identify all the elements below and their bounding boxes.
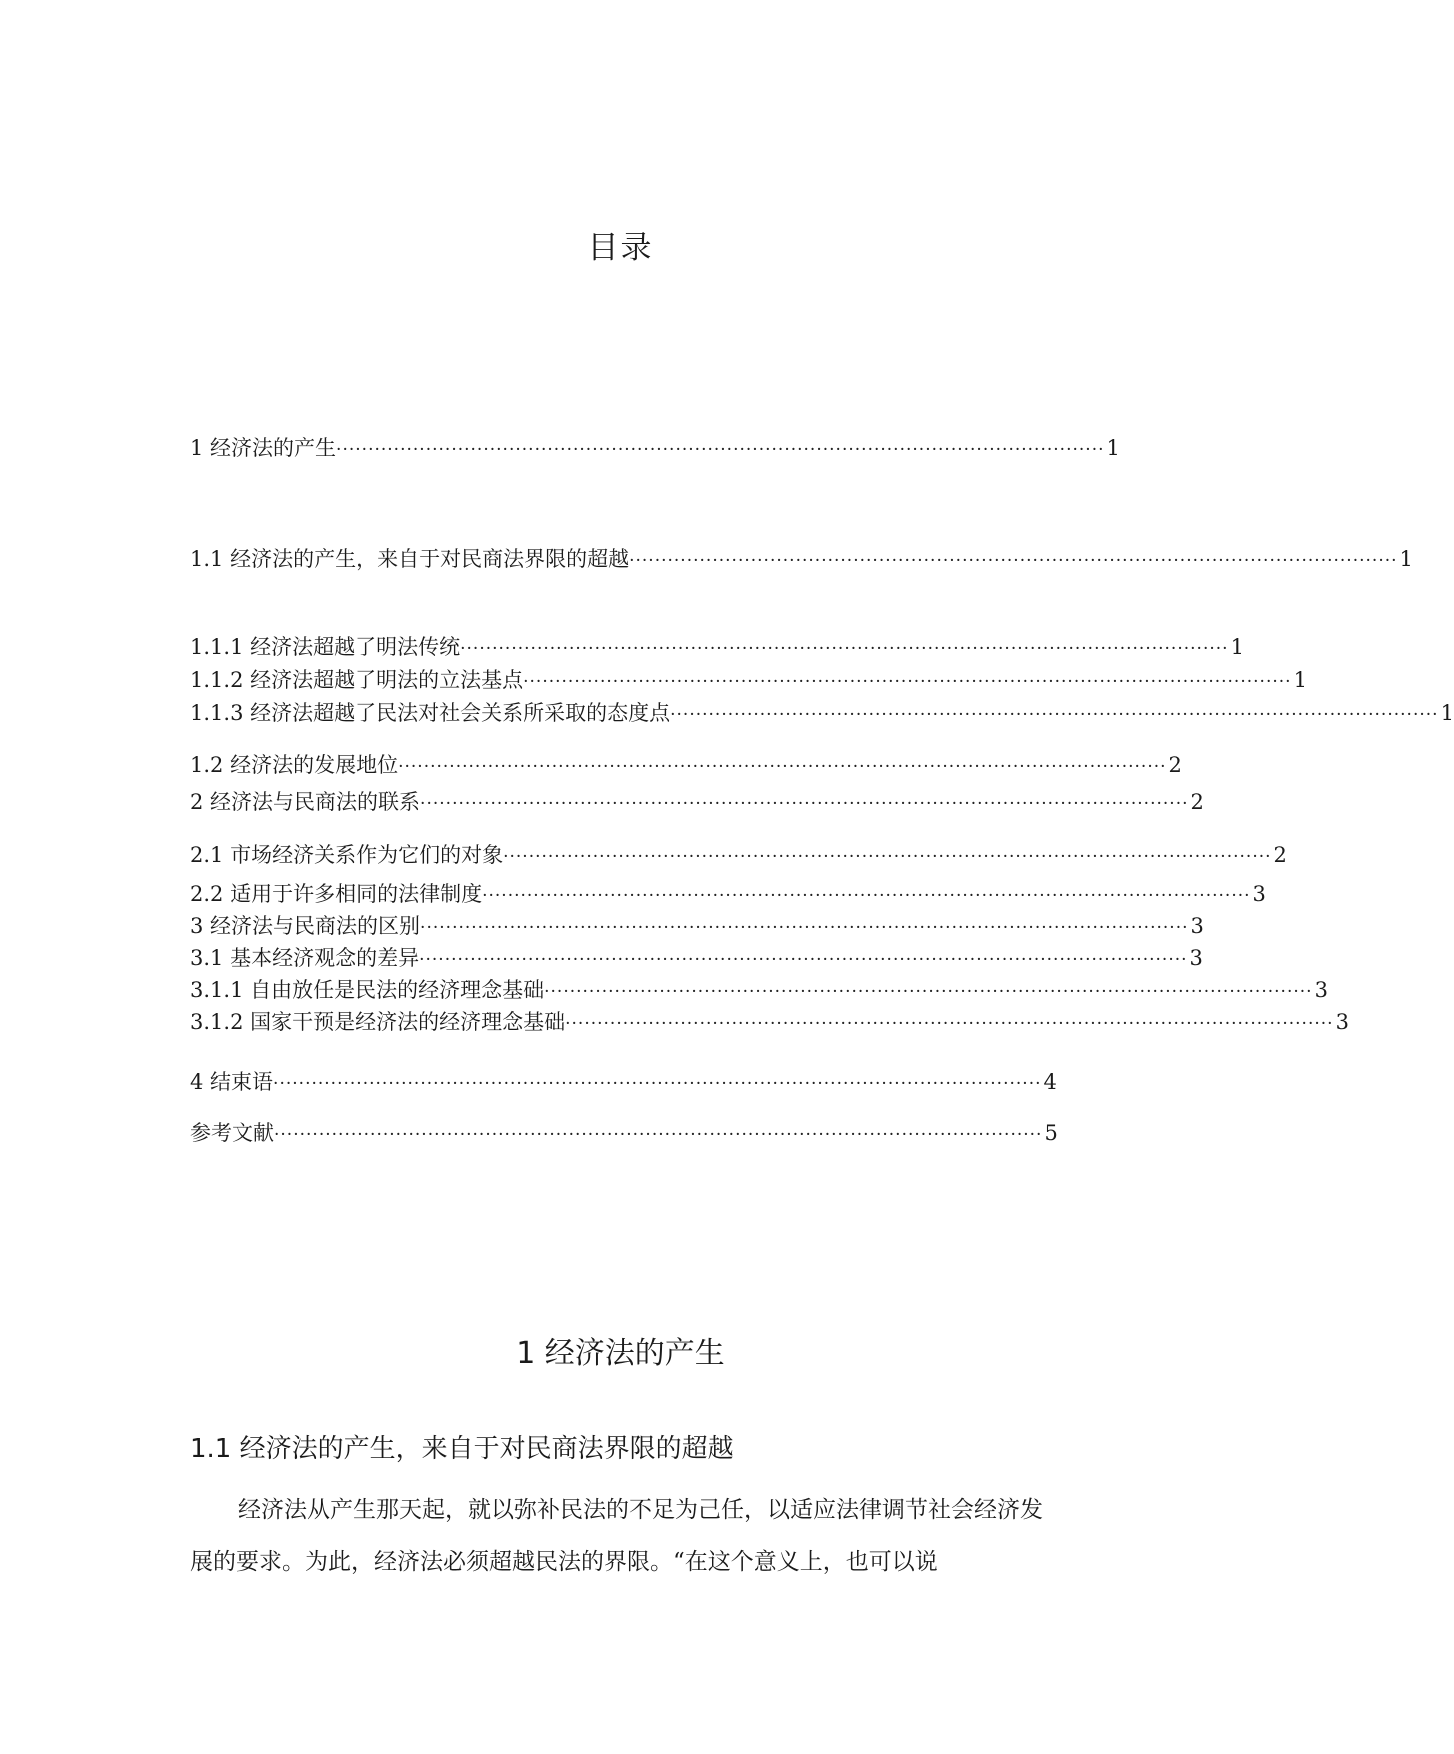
toc-entry-label: 2 经济法与民商法的联系 xyxy=(190,790,421,814)
toc-page-number: 1 xyxy=(1293,668,1307,692)
toc-leader-dots: ························································································································ xyxy=(273,1074,1042,1094)
toc-page-number: 3 xyxy=(1314,978,1328,1002)
toc-entry-label: 2.1 市场经济关系作为它们的对象 xyxy=(190,843,504,867)
toc-entry-label: 3.1.1 自由放任是民法的经济理念基础 xyxy=(190,978,545,1002)
toc-entry[interactable] xyxy=(190,667,1307,695)
toc-leader-dots: ························································································································ xyxy=(336,440,1105,460)
toc-leader-dots: ························································································································ xyxy=(398,757,1167,777)
toc-page-number: 4 xyxy=(1043,1070,1057,1094)
toc-entry[interactable] xyxy=(190,913,1204,941)
toc-entry-label: 1 经济法的产生 xyxy=(190,436,337,460)
toc-leader-dots: ························································································································ xyxy=(523,672,1292,692)
toc-leader-dots: ························································································································ xyxy=(460,639,1229,659)
toc-page-number: 1 xyxy=(1440,701,1454,725)
toc-entry-label: 1.2 经济法的发展地位 xyxy=(190,753,399,777)
toc-entry-label: 3.1 基本经济观念的差异 xyxy=(190,946,420,970)
toc-entry-label: 1.1 经济法的产生，来自于对民商法界限的超越 xyxy=(190,547,630,571)
toc-entry-label: 2.2 适用于许多相同的法律制度 xyxy=(190,882,483,906)
toc-entry-label: 3 经济法与民商法的区别 xyxy=(190,914,421,938)
toc-entry-label: 1.1.3 经济法超越了民法对社会关系所采取的态度点 xyxy=(190,701,671,725)
subsection-heading: 1.1 经济法的产生，来自于对民商法界限的超越 xyxy=(190,1434,734,1464)
toc-entry-label: 参考文献 xyxy=(190,1121,274,1145)
toc-page-number: 3 xyxy=(1190,914,1204,938)
toc-leader-dots: ························································································································ xyxy=(670,705,1439,725)
toc-leader-dots: ························································································································ xyxy=(482,886,1251,906)
section-heading: 1 经济法的产生 xyxy=(516,1336,725,1371)
toc-page-number: 3 xyxy=(1189,946,1203,970)
toc-entry-label: 1.1.2 经济法超越了明法的立法基点 xyxy=(190,668,524,692)
toc-page-number: 1 xyxy=(1230,635,1244,659)
toc-page-number: 5 xyxy=(1044,1121,1058,1145)
toc-entry[interactable] xyxy=(190,945,1203,973)
toc-leader-dots: ························································································································ xyxy=(565,1014,1334,1034)
toc-entry[interactable] xyxy=(190,1009,1349,1037)
toc-page-number: 3 xyxy=(1252,882,1266,906)
toc-entry[interactable] xyxy=(190,1120,1058,1148)
toc-entry-label: 1.1.1 经济法超越了明法传统 xyxy=(190,635,461,659)
toc-entry[interactable] xyxy=(190,842,1287,870)
toc-entry[interactable] xyxy=(190,977,1328,1005)
toc-entry[interactable] xyxy=(190,546,1413,574)
toc-leader-dots: ························································································································ xyxy=(419,950,1188,970)
toc-page-number: 3 xyxy=(1335,1010,1349,1034)
toc-entry[interactable] xyxy=(190,435,1120,463)
toc-entry[interactable] xyxy=(190,881,1266,909)
toc-title: 目录 xyxy=(587,230,654,266)
toc-leader-dots: ························································································································ xyxy=(503,847,1272,867)
toc-leader-dots: ························································································································ xyxy=(629,551,1398,571)
toc-entry[interactable] xyxy=(190,752,1182,780)
toc-page-number: 2 xyxy=(1273,843,1287,867)
toc-page-number: 2 xyxy=(1190,790,1204,814)
toc-page-number: 2 xyxy=(1168,753,1182,777)
body-paragraph: 经济法从产生那天起，就以弥补民法的不足为己任，以适应法律调节社会经济发展的要求。为此，经济法必须超越民法的界限。“在这个意义上，也可以说 xyxy=(190,1497,1043,1575)
toc-entry-label: 4 结束语 xyxy=(190,1070,274,1094)
toc-page-number: 1 xyxy=(1399,547,1413,571)
toc-entry[interactable] xyxy=(190,789,1204,817)
toc-entry[interactable] xyxy=(190,634,1244,662)
toc-leader-dots: ························································································································ xyxy=(544,982,1313,1002)
toc-entry-label: 3.1.2 国家干预是经济法的经济理念基础 xyxy=(190,1010,566,1034)
toc-page-number: 1 xyxy=(1106,436,1120,460)
toc-entry[interactable] xyxy=(190,1069,1057,1097)
toc-entry[interactable] xyxy=(190,700,1454,728)
toc-leader-dots: ························································································································ xyxy=(274,1125,1043,1145)
toc-leader-dots: ························································································································ xyxy=(420,794,1189,814)
toc-leader-dots: ························································································································ xyxy=(420,918,1189,938)
